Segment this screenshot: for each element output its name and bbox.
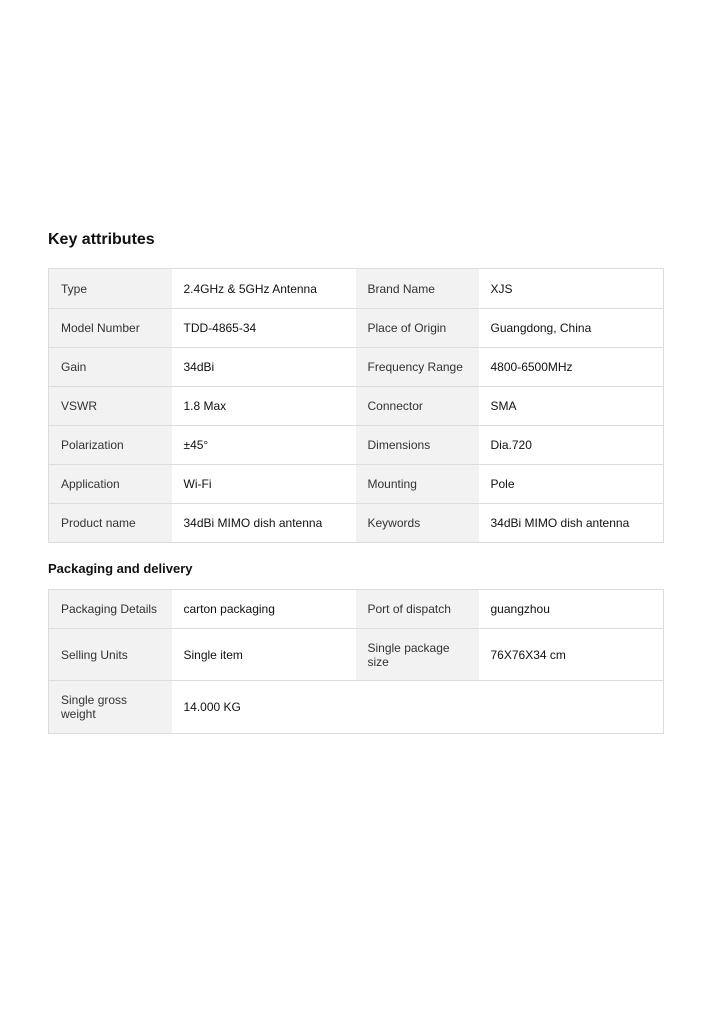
attribute-value: 34dBi MIMO dish antenna xyxy=(479,504,664,543)
table-row xyxy=(49,309,664,348)
attribute-label: Selling Units xyxy=(49,629,172,681)
attribute-label: Place of Origin xyxy=(356,309,479,348)
attribute-value: 4800-6500MHz xyxy=(479,348,664,387)
attribute-value: Wi-Fi xyxy=(172,465,356,504)
attribute-value: carton packaging xyxy=(172,590,356,629)
attribute-value: guangzhou xyxy=(479,590,664,629)
attribute-label: Port of dispatch xyxy=(356,590,479,629)
table-row xyxy=(49,681,664,734)
attribute-value: 2.4GHz & 5GHz Antenna xyxy=(172,269,356,309)
attribute-label: Packaging Details xyxy=(49,590,172,629)
key-attributes-table xyxy=(48,268,664,543)
attribute-value: 14.000 KG xyxy=(172,681,664,734)
table-row xyxy=(49,426,664,465)
packaging-heading: Packaging and delivery xyxy=(48,561,193,576)
attribute-value: 76X76X34 cm xyxy=(479,629,664,681)
attribute-value: ±45° xyxy=(172,426,356,465)
attribute-label: Keywords xyxy=(356,504,479,543)
attribute-label: Type xyxy=(49,269,172,309)
attribute-value: Pole xyxy=(479,465,664,504)
attribute-label: Product name xyxy=(49,504,172,543)
attribute-value: Guangdong, China xyxy=(479,309,664,348)
attribute-label: Brand Name xyxy=(356,269,479,309)
key-attributes-heading: Key attributes xyxy=(48,231,155,248)
attribute-label: Connector xyxy=(356,387,479,426)
attribute-value: XJS xyxy=(479,269,664,309)
attribute-label: Mounting xyxy=(356,465,479,504)
packaging-table xyxy=(48,589,664,734)
table-row xyxy=(49,629,664,681)
table-row xyxy=(49,269,664,309)
table-row xyxy=(49,387,664,426)
attribute-value: SMA xyxy=(479,387,664,426)
table-row xyxy=(49,348,664,387)
table-row xyxy=(49,504,664,543)
attribute-label: Frequency Range xyxy=(356,348,479,387)
attribute-label: Single gross weight xyxy=(49,681,172,734)
table-row xyxy=(49,590,664,629)
attribute-label: Application xyxy=(49,465,172,504)
attribute-label: Model Number xyxy=(49,309,172,348)
attribute-label: Dimensions xyxy=(356,426,479,465)
attribute-label: Polarization xyxy=(49,426,172,465)
attribute-label: VSWR xyxy=(49,387,172,426)
table-row xyxy=(49,465,664,504)
attribute-label: Single package size xyxy=(356,629,479,681)
attribute-label: Gain xyxy=(49,348,172,387)
attribute-value: TDD-4865-34 xyxy=(172,309,356,348)
attribute-value: Single item xyxy=(172,629,356,681)
attribute-value: 34dBi MIMO dish antenna xyxy=(172,504,356,543)
attribute-value: 34dBi xyxy=(172,348,356,387)
attribute-value: 1.8 Max xyxy=(172,387,356,426)
attribute-value: Dia.720 xyxy=(479,426,664,465)
